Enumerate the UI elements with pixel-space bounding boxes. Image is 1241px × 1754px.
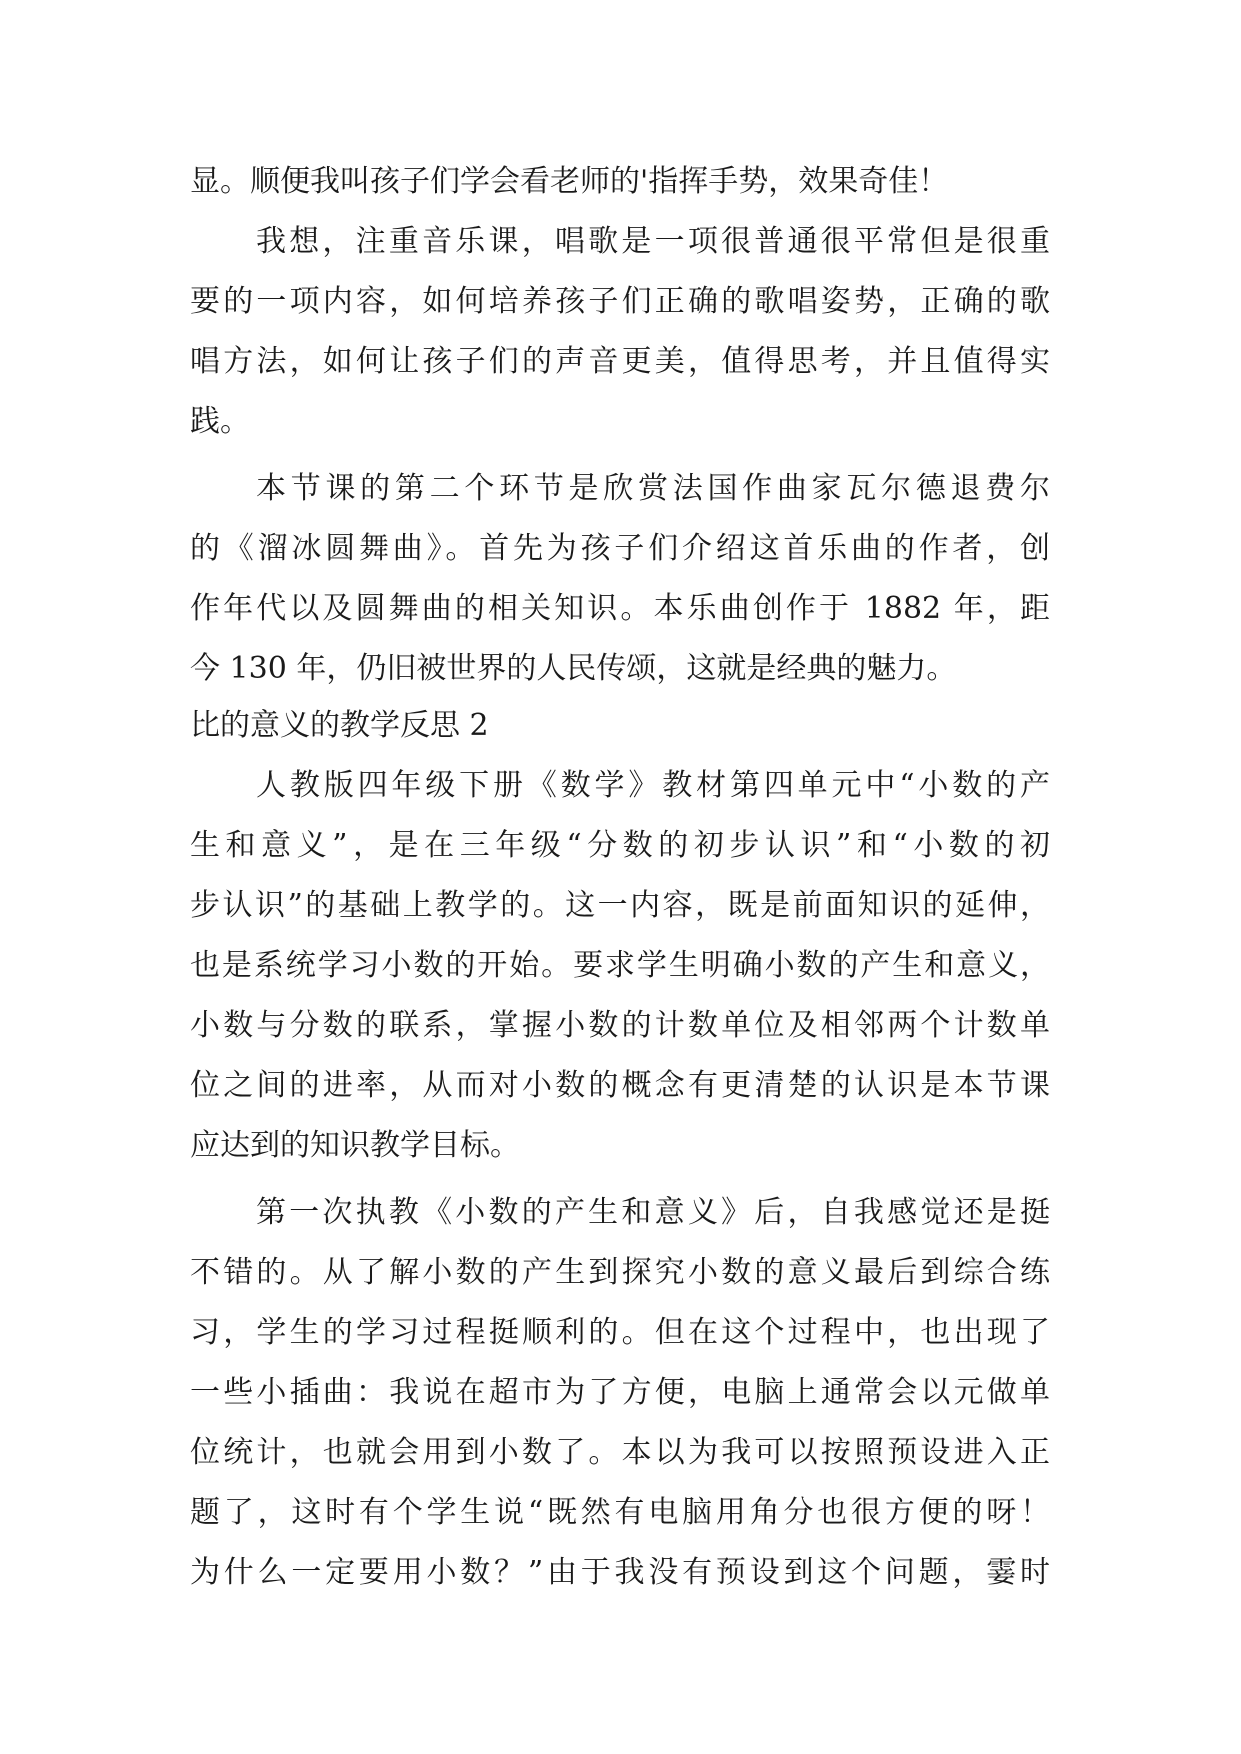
text-line: 位之间的进率，从而对小数的概念有更清楚的认识是本节课 — [190, 1068, 1050, 1103]
text-line: 我想，注重音乐课，唱歌是一项很普通很平常但是很重 — [256, 224, 1050, 259]
text-line: 不错的。从了解小数的产生到探究小数的意义最后到综合练 — [190, 1255, 1050, 1290]
text-line: 题了，这时有个学生说“既然有电脑用角分也很方便的呀！ — [190, 1495, 1050, 1530]
text-line: 应达到的知识教学目标。 — [190, 1128, 520, 1163]
text-line: 本节课的第二个环节是欣赏法国作曲家瓦尔德退费尔 — [256, 471, 1050, 506]
text-line: 人教版四年级下册《数学》教材第四单元中“小数的产 — [256, 768, 1050, 803]
section-heading: 比的意义的教学反思 2 — [190, 708, 489, 743]
text-line: 一些小插曲：我说在超市为了方便，电脑上通常会以元做单 — [190, 1375, 1050, 1410]
text-line: 作年代以及圆舞曲的相关知识。本乐曲创作于 1882 年，距 — [190, 591, 1050, 626]
text-line: 今 130 年，仍旧被世界的人民传颂，这就是经典的魅力。 — [190, 651, 957, 686]
text-line: 践。 — [190, 404, 250, 439]
text-line: 位统计，也就会用到小数了。本以为我可以按照预设进入正 — [190, 1435, 1050, 1470]
text-line: 小数与分数的联系，掌握小数的计数单位及相邻两个计数单 — [190, 1008, 1050, 1043]
text-line: 显。顺便我叫孩子们学会看老师的'指挥手势，效果奇佳！ — [190, 164, 949, 199]
text-line: 的《溜冰圆舞曲》。首先为孩子们介绍这首乐曲的作者，创 — [190, 531, 1050, 566]
text-line: 步认识”的基础上教学的。这一内容，既是前面知识的延伸， — [190, 888, 1050, 923]
text-line: 习，学生的学习过程挺顺利的。但在这个过程中，也出现了 — [190, 1315, 1050, 1350]
text-line: 要的一项内容，如何培养孩子们正确的歌唱姿势，正确的歌 — [190, 284, 1050, 319]
text-line: 第一次执教《小数的产生和意义》后，自我感觉还是挺 — [256, 1195, 1050, 1230]
text-line: 也是系统学习小数的开始。要求学生明确小数的产生和意义， — [190, 948, 1050, 983]
text-line: 为什么一定要用小数？”由于我没有预设到这个问题，霎时 — [190, 1555, 1050, 1590]
text-line: 生和意义”，是在三年级“分数的初步认识”和“小数的初 — [190, 828, 1050, 863]
text-line: 唱方法，如何让孩子们的声音更美，值得思考，并且值得实 — [190, 344, 1050, 379]
